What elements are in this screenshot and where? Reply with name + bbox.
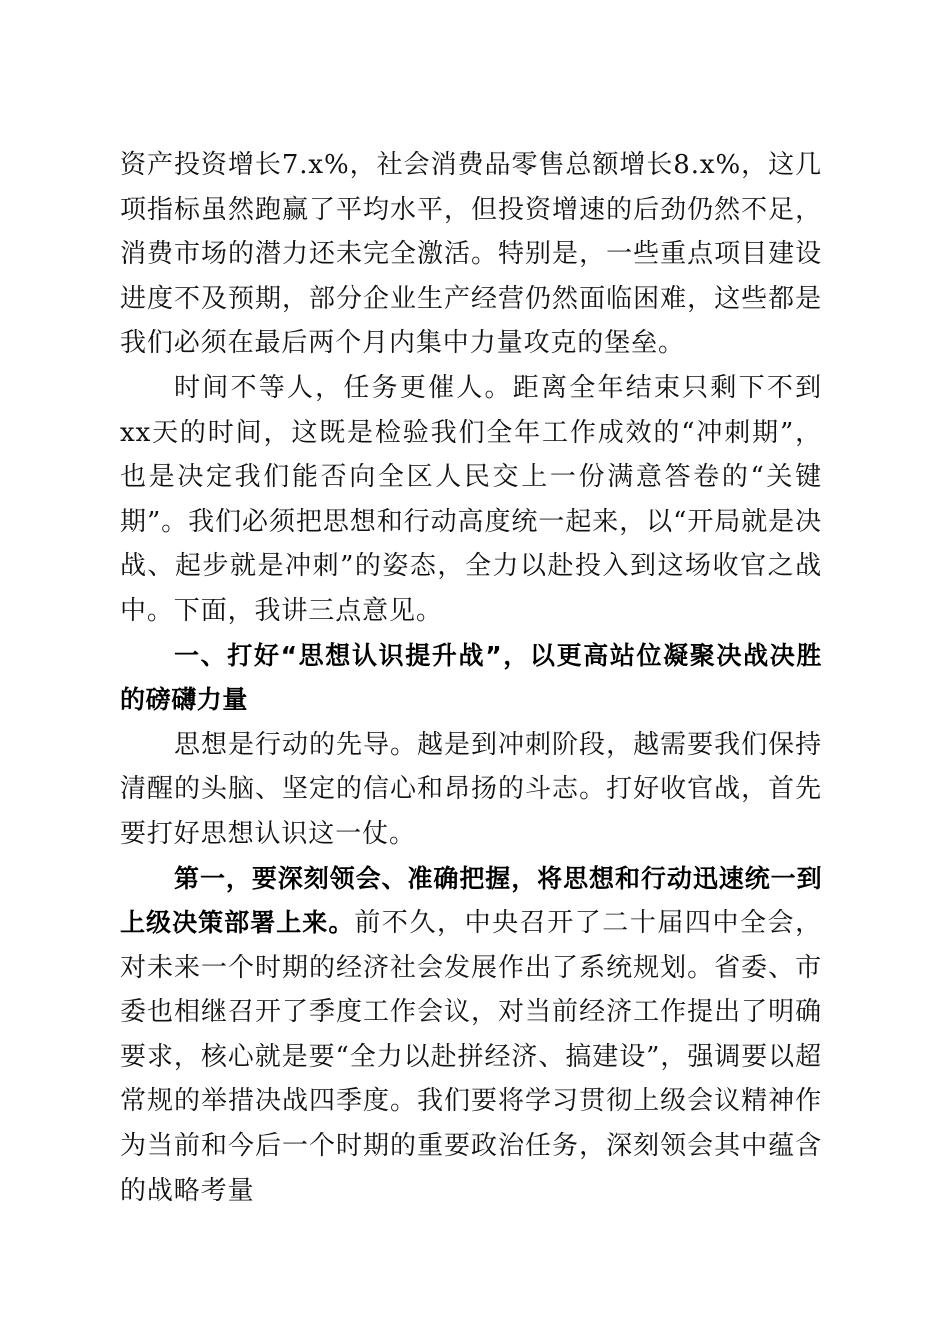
first-point-lead: 第一，要深刻领会、准确把握，将思想和行动迅速统一到上级决策部署上来。 <box>120 863 822 938</box>
paragraph-first-point <box>120 857 822 1214</box>
paragraph-time-urgency: 时间不等人，任务更催人。距离全年结束只剩下不到xx天的时间，这既是检验我们全年工作成效的“冲刺期”，也是决定我们能否向全区人民交上一份满意答卷的“关键期”。我们必须把思想和行动高度统一起来，以“开局就是决战、起步就是冲刺”的姿态，全力以赴投入到这场收官之战中。下面，我讲三点意见。 <box>120 372 822 626</box>
paragraph-thinking-guide: 思想是行动的先导。越是到冲刺阶段，越需要我们保持清醒的头脑、坚定的信心和昂扬的斗志。打好收官战，首先要打好思想认识这一仗。 <box>120 729 822 849</box>
section-heading-thinking: 一、打好“思想认识提升战”，以更高站位凝聚决战决胜的磅礴力量 <box>120 640 822 715</box>
document-body <box>120 143 822 1213</box>
paragraph-investment-consumption: 资产投资增长7.x%，社会消费品零售总额增长8.x%，这几项指标虽然跑赢了平均水平，但投资增速的后劲仍然不足，消费市场的潜力还未完全激活。特别是，一些重点项目建设进度不及预期，部分企业生产经营仍然面临困难，这些都是我们必须在最后两个月内集中力量攻克的堡垒。 <box>120 150 822 359</box>
first-point-body: 前不久，中央召开了二十届四中全会，对未来一个时期的经济社会发展作出了系统规划。省委、市委也相继召开了季度工作会议，对当前经济工作提出了明确要求，核心就是要“全力以赴拼经济、搞建设”，强调要以超常规的举措决战四季度。我们要将学习贯彻上级会议精神作为当前和今后一个时期的重要政治任务，深刻领会其中蕴含的战略考量 <box>120 908 822 1206</box>
